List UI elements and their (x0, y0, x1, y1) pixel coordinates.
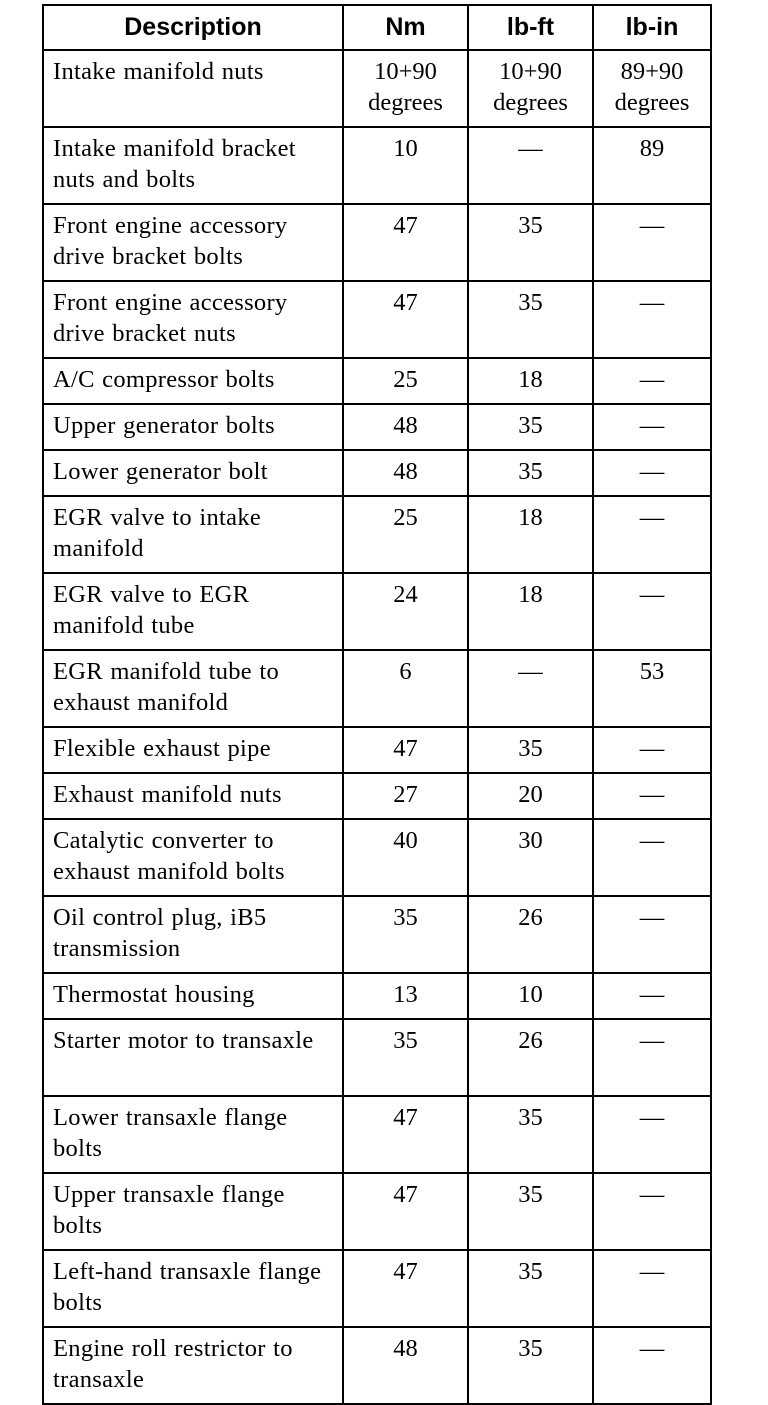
lb-in-cell: 53 (593, 650, 711, 727)
nm-cell: 48 (343, 1327, 468, 1404)
table-row (43, 773, 711, 819)
lb-ft-cell: — (468, 127, 593, 204)
lb-in-cell: — (593, 1173, 711, 1250)
lb-in-cell: — (593, 573, 711, 650)
column-header-description: Description (43, 5, 343, 50)
lb-in-cell: — (593, 450, 711, 496)
nm-cell: 6 (343, 650, 468, 727)
lb-ft-cell: 35 (468, 727, 593, 773)
table-row (43, 1250, 711, 1327)
lb-in-cell: — (593, 404, 711, 450)
lb-ft-cell: 18 (468, 573, 593, 650)
description-cell: Starter motor to transaxle (43, 1019, 343, 1096)
description-cell: Lower generator bolt (43, 450, 343, 496)
table-row (43, 727, 711, 773)
description-cell: Catalytic converter to exhaust manifold bolts (43, 819, 343, 896)
table-row (43, 281, 711, 358)
lb-in-cell: — (593, 1096, 711, 1173)
nm-cell: 24 (343, 573, 468, 650)
lb-in-cell: — (593, 773, 711, 819)
lb-ft-cell: 26 (468, 1019, 593, 1096)
description-cell: Upper transaxle flange bolts (43, 1173, 343, 1250)
description-cell: Engine roll restrictor to transaxle (43, 1327, 343, 1404)
nm-cell: 47 (343, 727, 468, 773)
description-cell: Front engine accessory drive bracket nuts (43, 281, 343, 358)
lb-ft-cell: 30 (468, 819, 593, 896)
description-cell: Lower transaxle flange bolts (43, 1096, 343, 1173)
table-row (43, 496, 711, 573)
description-cell: Front engine accessory drive bracket bolts (43, 204, 343, 281)
description-cell: Left-hand transaxle flange bolts (43, 1250, 343, 1327)
lb-ft-cell: 18 (468, 496, 593, 573)
lb-in-cell: — (593, 1019, 711, 1096)
table-row (43, 819, 711, 896)
nm-cell: 48 (343, 450, 468, 496)
lb-ft-cell: 26 (468, 896, 593, 973)
nm-cell: 25 (343, 358, 468, 404)
table-row (43, 1019, 711, 1096)
lb-in-cell: — (593, 204, 711, 281)
lb-ft-cell: 10+90 degrees (468, 50, 593, 127)
lb-ft-cell: 35 (468, 1327, 593, 1404)
table-row (43, 204, 711, 281)
table-row (43, 404, 711, 450)
lb-in-cell: — (593, 896, 711, 973)
nm-cell: 35 (343, 896, 468, 973)
lb-ft-cell: 35 (468, 204, 593, 281)
column-header-lb-in: lb-in (593, 5, 711, 50)
nm-cell: 40 (343, 819, 468, 896)
description-cell: Intake manifold bracket nuts and bolts (43, 127, 343, 204)
description-cell: Oil control plug, iB5 transmission (43, 896, 343, 973)
nm-cell: 47 (343, 1096, 468, 1173)
table-row (43, 1327, 711, 1404)
lb-in-cell: — (593, 496, 711, 573)
column-header-lb-ft: lb-ft (468, 5, 593, 50)
lb-in-cell: — (593, 281, 711, 358)
nm-cell: 25 (343, 496, 468, 573)
nm-cell: 10 (343, 127, 468, 204)
table-row (43, 358, 711, 404)
lb-in-cell: — (593, 1250, 711, 1327)
nm-cell: 35 (343, 1019, 468, 1096)
lb-ft-cell: 35 (468, 1250, 593, 1327)
table-row (43, 1096, 711, 1173)
description-cell: EGR valve to EGR manifold tube (43, 573, 343, 650)
description-cell: A/C compressor bolts (43, 358, 343, 404)
lb-ft-cell: 20 (468, 773, 593, 819)
lb-in-cell: 89 (593, 127, 711, 204)
lb-ft-cell: 10 (468, 973, 593, 1019)
description-cell: Thermostat housing (43, 973, 343, 1019)
torque-spec-table (42, 4, 712, 1405)
nm-cell: 13 (343, 973, 468, 1019)
lb-in-cell: — (593, 819, 711, 896)
lb-ft-cell: — (468, 650, 593, 727)
column-header-nm: Nm (343, 5, 468, 50)
nm-cell: 27 (343, 773, 468, 819)
lb-ft-cell: 35 (468, 450, 593, 496)
description-cell: Upper generator bolts (43, 404, 343, 450)
description-cell: EGR valve to intake manifold (43, 496, 343, 573)
lb-ft-cell: 35 (468, 1096, 593, 1173)
lb-ft-cell: 35 (468, 404, 593, 450)
description-cell: Flexible exhaust pipe (43, 727, 343, 773)
table-row (43, 573, 711, 650)
table-row (43, 50, 711, 127)
table-row (43, 450, 711, 496)
nm-cell: 10+90 degrees (343, 50, 468, 127)
description-cell: EGR manifold tube to exhaust manifold (43, 650, 343, 727)
lb-ft-cell: 35 (468, 281, 593, 358)
table-header-row (43, 5, 711, 50)
lb-in-cell: — (593, 727, 711, 773)
table-row (43, 1173, 711, 1250)
description-cell: Exhaust manifold nuts (43, 773, 343, 819)
nm-cell: 47 (343, 1250, 468, 1327)
nm-cell: 47 (343, 281, 468, 358)
lb-in-cell: — (593, 1327, 711, 1404)
table-row (43, 896, 711, 973)
lb-ft-cell: 18 (468, 358, 593, 404)
table-row (43, 127, 711, 204)
lb-ft-cell: 35 (468, 1173, 593, 1250)
table-row (43, 973, 711, 1019)
lb-in-cell: — (593, 973, 711, 1019)
description-cell: Intake manifold nuts (43, 50, 343, 127)
nm-cell: 47 (343, 204, 468, 281)
table-row (43, 650, 711, 727)
lb-in-cell: — (593, 358, 711, 404)
nm-cell: 47 (343, 1173, 468, 1250)
lb-in-cell: 89+90 degrees (593, 50, 711, 127)
nm-cell: 48 (343, 404, 468, 450)
